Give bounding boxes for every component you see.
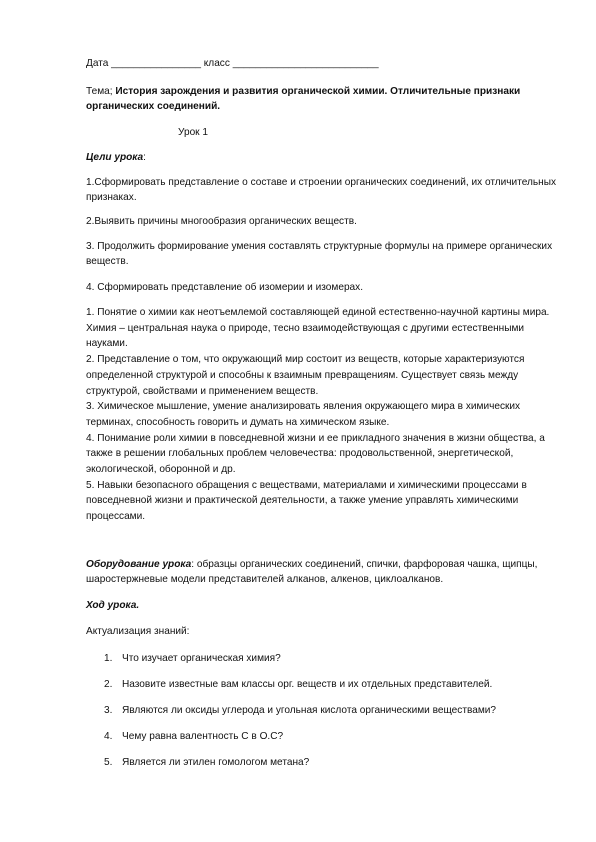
- topic-prefix: Тема;: [86, 86, 116, 97]
- goals-heading: [86, 150, 558, 165]
- actualization-text: Актуализация знаний:: [86, 626, 190, 637]
- question-text: Что изучает органическая химия?: [122, 653, 281, 664]
- outcome-line: 5. Навыки безопасного обращения с веществами, материалами и химическими процессами в: [86, 479, 527, 491]
- question-text: Является ли этилен гомологом метана?: [122, 757, 310, 768]
- question-text: Являются ли оксиды углерода и угольная кислота органическими веществами?: [122, 705, 497, 716]
- question-number: 4.: [104, 731, 113, 742]
- goal-item-1: [86, 175, 558, 205]
- outcome-line: науками.: [86, 338, 128, 350]
- learning-outcomes: [86, 305, 558, 525]
- date-class-text: Дата ________________ класс __________________________: [86, 58, 379, 69]
- outcome-line: экологической, оборонной и др.: [86, 464, 236, 476]
- outcome-line: также в решении глобальных проблем человечества: продовольственной, энергетической,: [86, 448, 514, 460]
- procedure-heading-text: Ход урока.: [86, 600, 140, 611]
- goals-heading-colon: :: [143, 152, 146, 163]
- date-class-line: [86, 56, 558, 71]
- question-item: [104, 755, 564, 770]
- lesson-label: Урок 1: [178, 127, 209, 138]
- question-number: 3.: [104, 705, 113, 716]
- outcome-line: 4. Понимание роли химии в повседневной жизни и ее прикладного значения в жизни общества, а: [86, 432, 545, 444]
- goal-2-line-1: 2.Выявить причины многообразия органических веществ.: [86, 216, 357, 227]
- outcome-line: структурой, свойствами и применением веществ.: [86, 385, 319, 397]
- question-item: [104, 703, 564, 718]
- outcome-line: 1. Понятие о химии как неотъемлемой составляющей единой естественно-научной картины мира.: [86, 307, 550, 318]
- outcome-line: процессами.: [86, 511, 146, 523]
- topic-title-line1: История зарождения и развития органической химии. Отличительные признаки: [115, 86, 521, 97]
- question-item: [104, 729, 564, 744]
- goal-3-line-1: 3. Продолжить формирование умения составлять структурные формулы на примере органических: [86, 241, 553, 252]
- lesson-number: [178, 125, 596, 140]
- question-text: Назовите известные вам классы орг. веществ и их отдельных представителей.: [122, 679, 493, 690]
- goal-1-line-2: признаках.: [86, 192, 137, 203]
- outcome-line: определенной структурой и способны к взаимным превращениям. Существует связь между: [86, 369, 519, 381]
- equipment-line-2: шаростержневые модели представителей алканов, алкенов, циклоалканов.: [86, 574, 444, 585]
- question-text: Чему равна валентность С в О.С?: [122, 731, 284, 742]
- outcome-line: 2. Представление о том, что окружающий мир состоит из веществ, которые характеризуются: [86, 354, 525, 366]
- goal-3-line-2: веществ.: [86, 256, 129, 267]
- question-number: 5.: [104, 757, 113, 768]
- question-item: [104, 677, 564, 692]
- question-number: 1.: [104, 653, 113, 664]
- topic: [86, 84, 558, 114]
- outcome-line: повседневной жизни и практической деятельности, а также умение управлять химическими: [86, 495, 519, 507]
- topic-title-line2: органических соединений.: [86, 101, 221, 112]
- question-number: 2.: [104, 679, 113, 690]
- actualization-label: [86, 624, 558, 639]
- goal-item-2: [86, 214, 558, 229]
- goal-item-3: [86, 239, 558, 269]
- goal-1-line-1: 1.Сформировать представление о составе и строении органических соединений, их отличительных: [86, 177, 557, 188]
- outcome-line: терминах, способность говорить и думать на химическом языке.: [86, 416, 390, 428]
- equipment-line-1: : образцы органических соединений, спички, фарфоровая чашка, щипцы,: [191, 559, 538, 570]
- question-item: [104, 651, 564, 666]
- goal-item-4: [86, 280, 558, 295]
- equipment-heading: Оборудование урока: [86, 559, 192, 570]
- outcome-line: Химия – центральная наука о природе, тесно взаимодействующая с другими естественными: [86, 322, 525, 334]
- goal-4-line-1: 4. Сформировать представление об изомерии и изомерах.: [86, 282, 364, 293]
- goals-heading-text: Цели урока: [86, 152, 144, 163]
- procedure-heading: [86, 598, 558, 613]
- equipment: [86, 557, 558, 587]
- outcome-line: 3. Химическое мышление, умение анализировать явления окружающего мира в химических: [86, 401, 521, 413]
